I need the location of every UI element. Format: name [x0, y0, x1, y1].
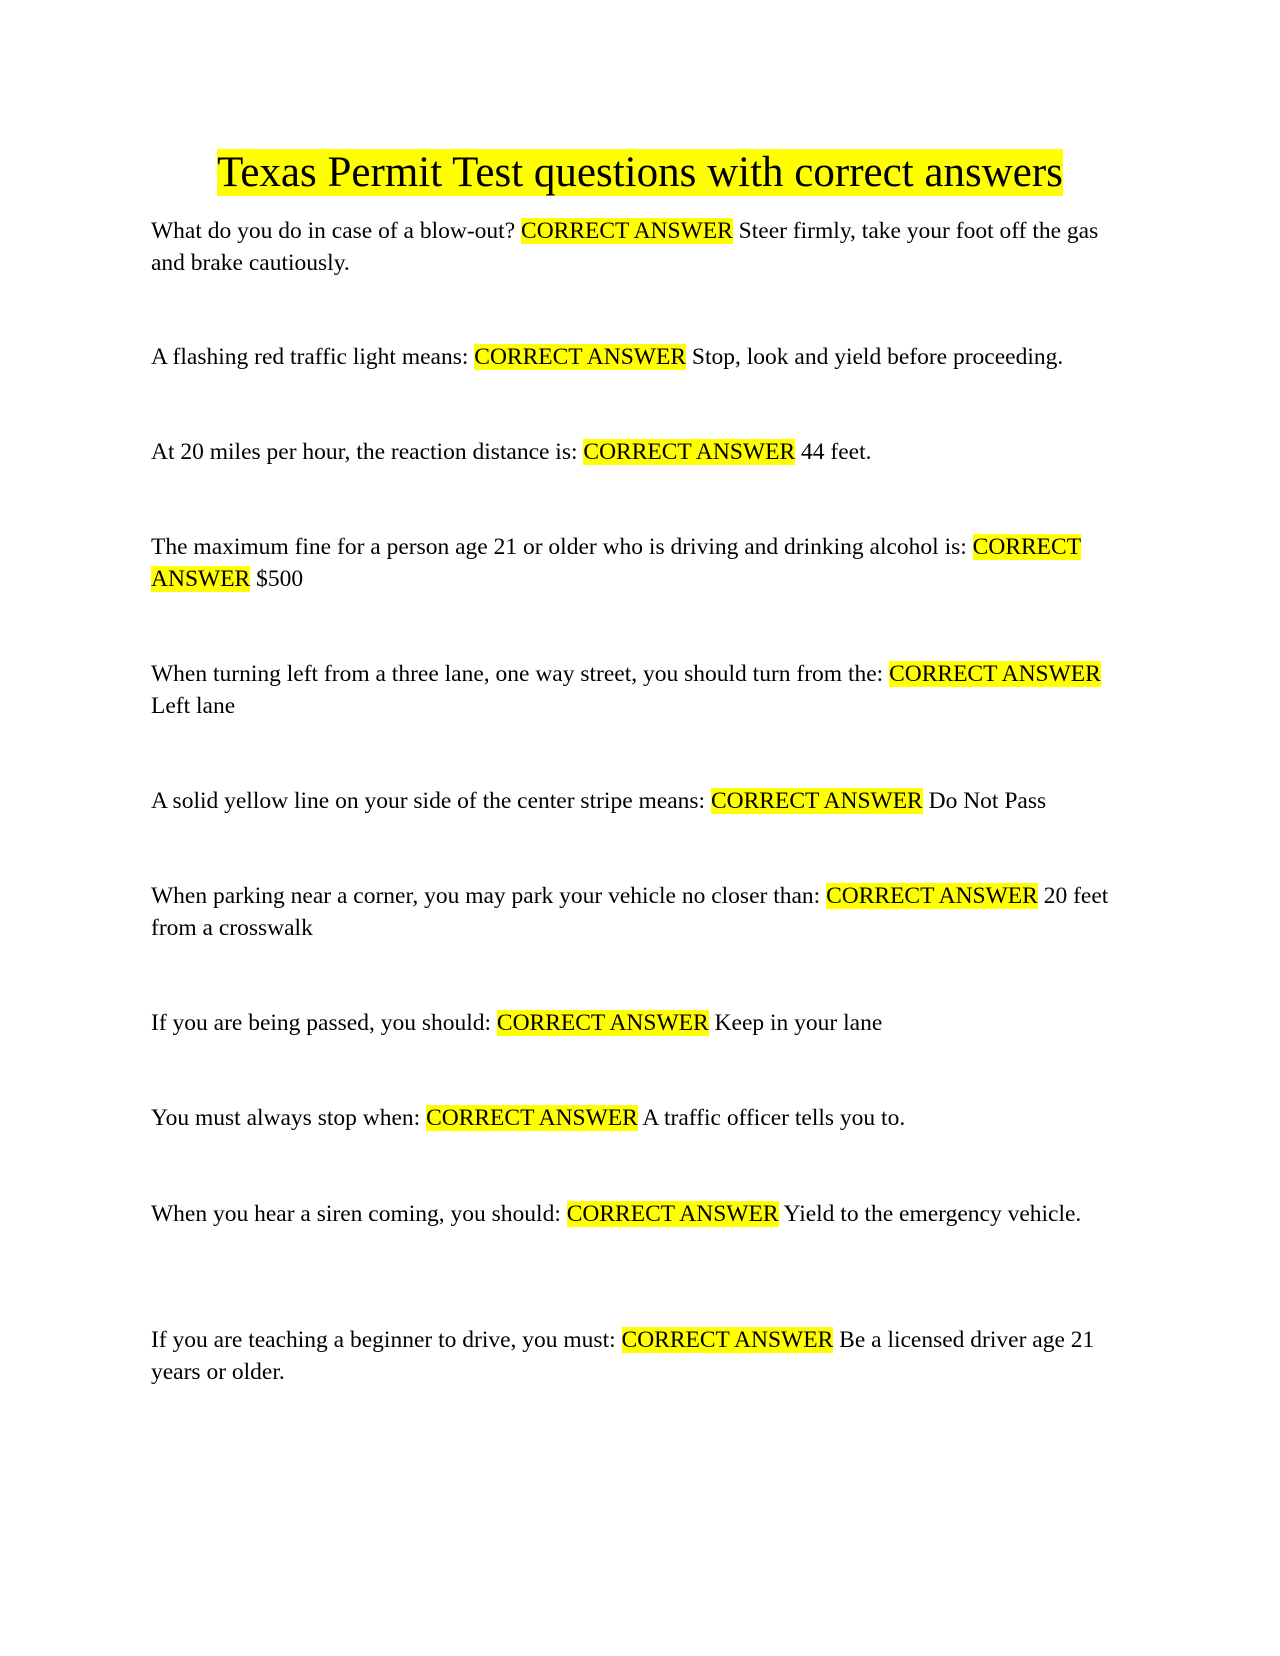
answer-text: Yield to the emergency vehicle. — [783, 1201, 1082, 1227]
answer-text: Keep in your lane — [714, 1010, 883, 1036]
correct-answer-marker: CORRECT ANSWER — [566, 1201, 779, 1227]
answer-text: 44 feet. — [801, 439, 872, 465]
document-title — [0, 148, 1280, 198]
answer-text: Stop, look and yield before proceeding. — [691, 344, 1064, 370]
answer-text: Left lane — [151, 692, 236, 719]
qa-item-11 — [151, 1325, 1136, 1388]
correct-answer-marker: CORRECT ANSWER — [826, 883, 1038, 909]
correct-answer-marker: CORRECT ANSWER — [710, 788, 923, 814]
question-text: When parking near a corner, you may park your vehicle no closer than: — [151, 883, 821, 909]
question-text: You must always stop when: — [151, 1105, 421, 1131]
qa-item-2 — [151, 342, 1136, 374]
answer-text: Steer firmly, take your foot off the gas and brake cautiously. — [151, 218, 1099, 276]
question-text: When turning left from a three lane, one way street, you should turn from the: — [151, 661, 884, 687]
question-text: At 20 miles per hour, the reaction distance is: — [151, 439, 578, 465]
correct-answer-marker: CORRECT ANSWER — [496, 1010, 709, 1036]
correct-answer-marker: CORRECT ANSWER — [151, 534, 1082, 592]
answer-text: 20 feet from a crosswalk — [151, 883, 1109, 941]
qa-item-7 — [151, 881, 1136, 944]
qa-item-6 — [151, 786, 1136, 818]
correct-answer-marker: CORRECT ANSWER — [426, 1105, 638, 1131]
correct-answer-marker: CORRECT ANSWER — [474, 344, 687, 370]
qa-item-8 — [151, 1008, 1136, 1040]
question-text: If you are being passed, you should: — [151, 1010, 492, 1036]
title-highlight: Texas Permit Test questions with correct answers — [217, 149, 1063, 196]
answer-text: A traffic officer tells you to. — [642, 1105, 906, 1131]
answer-text: Be a licensed driver age 21 years or older. — [151, 1327, 1095, 1385]
question-text: What do you do in case of a blow-out? — [151, 218, 516, 244]
question-text: A flashing red traffic light means: — [151, 344, 469, 370]
qa-item-10 — [151, 1199, 1136, 1231]
question-text: If you are teaching a beginner to drive, you must: — [151, 1327, 616, 1353]
qa-item-1 — [151, 216, 1136, 279]
qa-item-5 — [151, 659, 1136, 722]
qa-item-3 — [151, 437, 1136, 469]
question-text: When you hear a siren coming, you should: — [151, 1201, 561, 1227]
correct-answer-marker: CORRECT ANSWER — [583, 439, 796, 465]
correct-answer-marker: CORRECT ANSWER — [889, 661, 1101, 687]
correct-answer-marker: CORRECT ANSWER — [621, 1327, 834, 1353]
question-text: A solid yellow line on your side of the center stripe means: — [151, 788, 706, 814]
question-text: The maximum fine for a person age 21 or older who is driving and drinking alcohol is: — [151, 534, 967, 560]
qa-item-9 — [151, 1103, 1136, 1135]
correct-answer-marker: CORRECT ANSWER — [521, 218, 733, 244]
answer-text: $500 — [256, 565, 304, 592]
qa-item-4 — [151, 532, 1136, 595]
answer-text: Do Not Pass — [928, 788, 1047, 814]
